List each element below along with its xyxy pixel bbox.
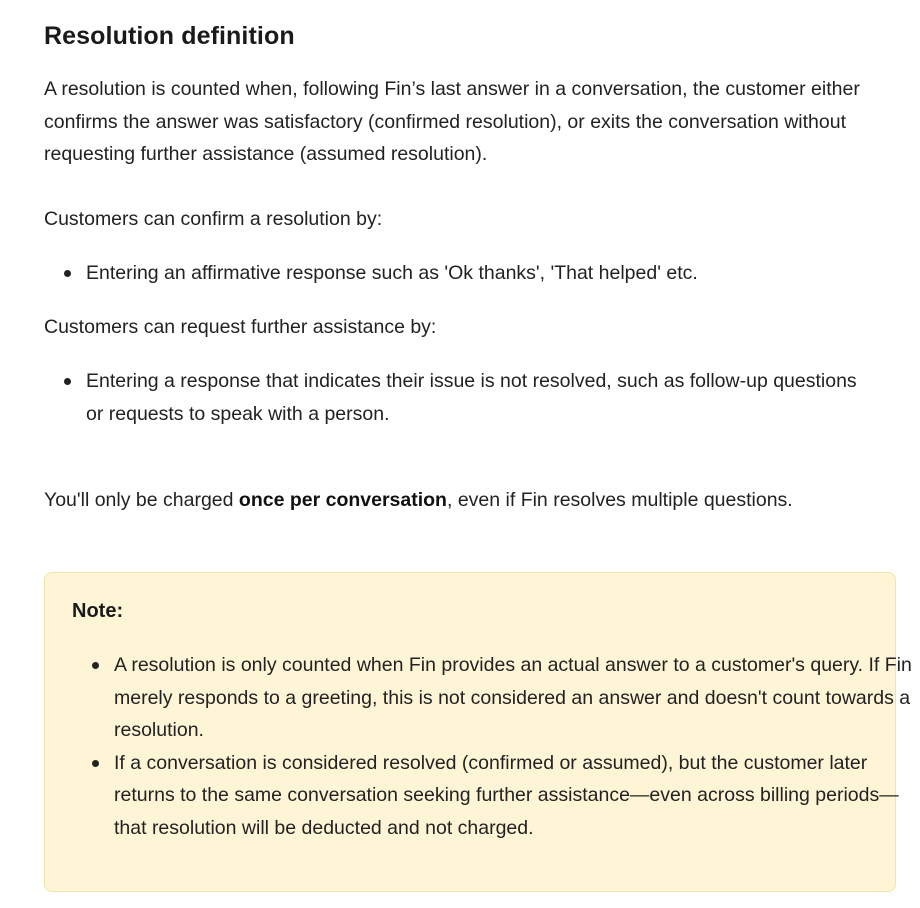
list-item-text: Entering an affirmative response such as 'Ok thanks', 'That helped' etc. xyxy=(86,262,698,284)
request-list xyxy=(44,365,876,430)
charge-emphasis: once per conversation xyxy=(238,489,447,511)
list-item xyxy=(114,649,914,747)
bullet-dot xyxy=(64,378,71,385)
charge-prefix: You'll only be charged xyxy=(44,489,239,511)
request-lead-text: Customers can request further assistance by: xyxy=(44,316,437,338)
list-item xyxy=(86,365,876,430)
intro-paragraph: A resolution is counted when, following Fin’s last answer in a conversation, the customer either confirms the answer was satisfactory (confirmed resolution), or exits the conversation without requesting further assistance (assumed resolution). xyxy=(44,78,860,165)
list-item xyxy=(86,257,886,290)
list-item-text: If a conversation is considered resolved (confirmed or assumed), but the customer later returns to the same conversation seeking further assistance—even across billing periods—that resolution will be deducted and not charged. xyxy=(114,751,899,839)
bullet-dot xyxy=(92,662,99,669)
note-list xyxy=(72,649,914,844)
charge-suffix: , even if Fin resolves multiple questions. xyxy=(446,489,793,511)
bullet-dot xyxy=(64,270,71,277)
list-item-text: A resolution is only counted when Fin provides an actual answer to a customer's query. If Fin merely responds to a greeting, this is not considered an answer and doesn't count towards a resolution. xyxy=(114,654,912,741)
confirm-list xyxy=(44,257,886,290)
section-heading: Resolution definition xyxy=(44,22,295,50)
bullet-dot xyxy=(92,760,99,767)
note-title: Note: xyxy=(72,600,124,622)
charge-paragraph xyxy=(44,484,793,517)
note-callout xyxy=(44,572,912,892)
list-item xyxy=(114,747,914,845)
confirm-lead-text: Customers can confirm a resolution by: xyxy=(44,208,383,230)
list-item-text: Entering a response that indicates their issue is not resolved, such as follow-up questions or requests to speak with a person. xyxy=(86,370,857,425)
